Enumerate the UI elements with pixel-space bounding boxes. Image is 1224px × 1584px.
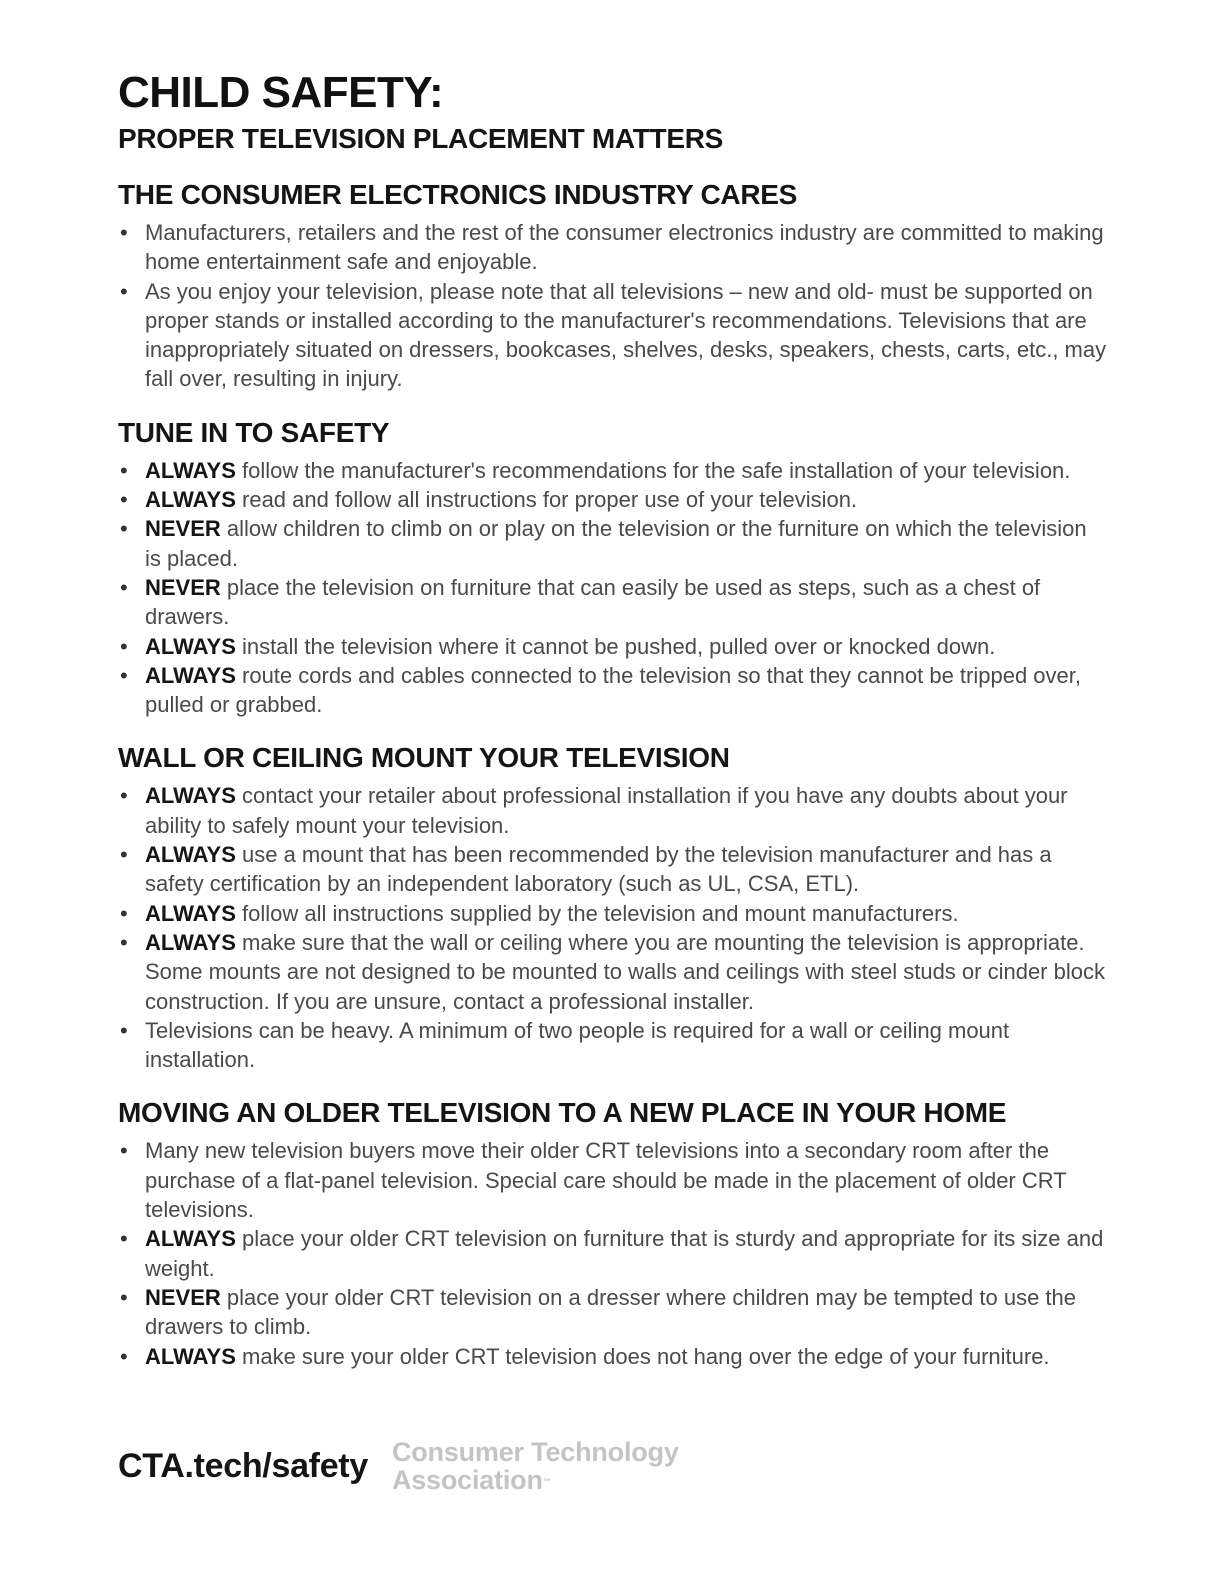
bullet-keyword: NEVER (145, 1284, 221, 1310)
bullet-text: Televisions can be heavy. A minimum of two people is required for a wall or ceiling mount installation. (145, 1017, 1010, 1073)
footer (118, 1438, 679, 1494)
bullet-icon: • (120, 220, 128, 245)
bullet-text: read and follow all instructions for proper use of your television. (235, 487, 858, 513)
bullet-text: route cords and cables connected to the television so that they cannot be tripped over, pulled or grabbed. (145, 662, 1081, 718)
bullet-text: contact your retailer about professional installation if you have any doubts about your ability to safely mount your television. (145, 783, 1068, 838)
section-heading: MOVING AN OLDER TELEVISION TO A NEW PLACE IN YOUR HOME (118, 1097, 1007, 1129)
section-heading: WALL OR CEILING MOUNT YOUR TELEVISION (118, 742, 730, 774)
list-item (118, 573, 1108, 632)
list-item (118, 218, 1108, 277)
bullet-icon: • (120, 278, 128, 304)
bullet-icon: • (120, 457, 128, 483)
bullet-text: place the television on furniture that can easily be used as steps, such as a chest of drawers. (145, 574, 1041, 630)
bullet-keyword: ALWAYS (145, 842, 236, 868)
bullet-keyword: ALWAYS (145, 487, 236, 513)
section-0 (118, 178, 1108, 394)
bullet-keyword: ALWAYS (145, 1226, 236, 1252)
list-item (118, 1342, 1108, 1371)
bullet-keyword: ALWAYS (145, 929, 236, 955)
list-item (118, 1224, 1108, 1283)
list-item (118, 1283, 1108, 1342)
bullet-list (118, 456, 1108, 720)
bullet-icon: • (120, 1226, 128, 1252)
bullet-icon: • (120, 574, 128, 600)
list-item (118, 632, 1108, 661)
list-item (118, 1136, 1108, 1224)
bullet-list (118, 218, 1108, 394)
list-item (118, 456, 1108, 485)
section-2 (118, 741, 1108, 1074)
bullet-icon: • (120, 1017, 128, 1043)
bullet-icon: • (120, 929, 128, 955)
bullet-text: Many new television buyers move their older CRT televisions into a secondary room after the purchase of a flat-panel television. Special care should be made in the placement of older CRT televisions. (145, 1138, 1067, 1223)
bullet-text: make sure your older CRT television does not hang over the edge of your furniture. (235, 1343, 1050, 1369)
bullet-keyword: ALWAYS (145, 783, 236, 809)
bullet-text: allow children to climb on or play on the television or the furniture on which the television is placed. (145, 516, 1087, 571)
bullet-icon: • (120, 842, 128, 868)
bullet-keyword: NEVER (145, 516, 221, 542)
section-3 (118, 1096, 1108, 1370)
section-1 (118, 416, 1108, 720)
bullet-keyword: ALWAYS (145, 662, 236, 688)
bullet-icon: • (120, 1138, 128, 1164)
logo-line-2 (392, 1466, 679, 1494)
list-item (118, 485, 1108, 514)
bullet-text: Manufacturers, retailers and the rest of the consumer electronics industry are committed to making home entertainment safe and enjoyable. (145, 220, 1104, 275)
bullet-text: follow all instructions supplied by the television and mount manufacturers. (235, 900, 959, 926)
bullet-text: place your older CRT television on a dresser where children may be tempted to use the drawers to climb. (145, 1284, 1076, 1340)
bullet-icon: • (120, 900, 128, 926)
bullet-icon: • (120, 662, 128, 688)
bullet-keyword: ALWAYS (145, 633, 236, 659)
list-item (118, 277, 1108, 394)
bullet-text: follow the manufacturer's recommendations for the safe installation of your television. (235, 457, 1071, 483)
trademark-mark: ™ (542, 1477, 551, 1486)
list-item (118, 899, 1108, 928)
bullet-icon: • (120, 783, 128, 809)
bullet-list (118, 1136, 1108, 1370)
bullet-keyword: ALWAYS (145, 457, 236, 483)
bullet-text: place your older CRT television on furniture that is sturdy and appropriate for its size and weight. (145, 1226, 1104, 1281)
bullet-icon: • (120, 633, 128, 659)
logo-line-2-text: Association (391, 1465, 543, 1495)
bullet-icon: • (120, 516, 128, 542)
bullet-text: As you enjoy your television, please note that all televisions – new and old- must be supported on proper stands or installed according to the manufacturer's recommendations. Televisions that are inappropriately situated on dressers, bookcases, shelves, desks, speakers, chests, carts, etc., may fall over, resulting in injury. (145, 278, 1107, 392)
bullet-icon: • (120, 1343, 128, 1369)
list-item (118, 1016, 1108, 1075)
page-subtitle: PROPER TELEVISION PLACEMENT MATTERS (118, 123, 724, 154)
cta-logo (392, 1438, 679, 1494)
list-item (118, 928, 1108, 1016)
bullet-keyword: ALWAYS (145, 1343, 236, 1369)
bullet-list (118, 781, 1108, 1074)
document-page (118, 68, 1108, 1371)
footer-url-link[interactable]: CTA.tech/safety (118, 1446, 368, 1485)
list-item (118, 781, 1108, 840)
bullet-icon: • (120, 487, 128, 513)
list-item (118, 661, 1108, 720)
page-title: CHILD SAFETY: (118, 68, 444, 117)
logo-line-1: Consumer Technology (391, 1437, 679, 1467)
section-heading: THE CONSUMER ELECTRONICS INDUSTRY CARES (118, 179, 798, 210)
bullet-keyword: ALWAYS (145, 900, 236, 926)
bullet-text: make sure that the wall or ceiling where you are mounting the television is appropriate. Some mounts are not designed to be mounted to walls and ceilings with steel studs or cinder block construction. If you are unsure, contact a professional installer. (145, 929, 1105, 1014)
sections-container (118, 178, 1108, 1371)
list-item (118, 840, 1108, 899)
section-heading: TUNE IN TO SAFETY (118, 416, 390, 448)
bullet-text: install the television where it cannot be pushed, pulled over or knocked down. (235, 633, 996, 659)
bullet-keyword: NEVER (145, 574, 221, 600)
bullet-icon: • (120, 1284, 128, 1310)
bullet-text: use a mount that has been recommended by the television manufacturer and has a safety certification by an independent laboratory (such as UL, CSA, ETL). (145, 842, 1052, 897)
list-item (118, 514, 1108, 573)
